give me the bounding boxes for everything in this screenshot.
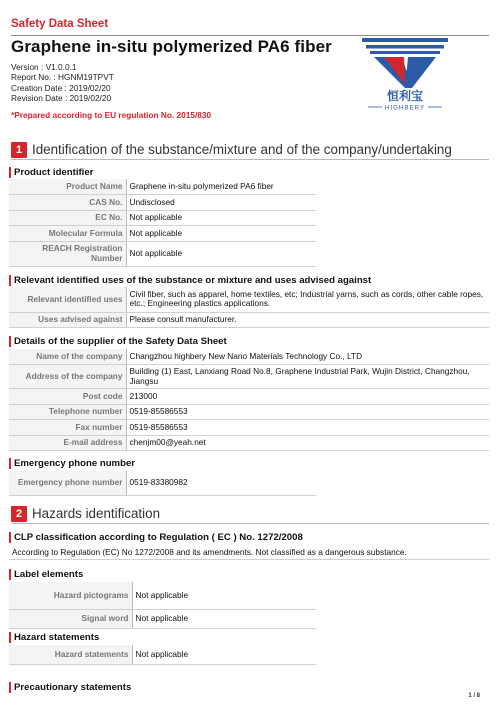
- row-value: Building (1) East, Lanxiang Road No.8, Graphene Industrial Park, Wujin District, Changzhou, Jiangsu: [126, 365, 489, 389]
- table-row: [9, 241, 316, 266]
- svg-text:HIGHBERY: HIGHBERY: [384, 104, 426, 112]
- row-key: EC No.: [9, 210, 126, 226]
- row-value: 0519-85586553: [126, 404, 489, 420]
- clp-classification-text: According to Regulation (EC) No 1272/2008 and its amendments. Not classified as a dangerous substance.: [9, 545, 489, 560]
- row-key: Product Name: [9, 179, 126, 195]
- identified-uses-heading: Relevant identified uses of the substance or mixture and uses advised against: [9, 275, 489, 286]
- table-row: [9, 226, 316, 242]
- supplier-details-heading: Details of the supplier of the Safety Data Sheet: [9, 336, 489, 347]
- table-row: [9, 404, 489, 420]
- table-row: [9, 195, 316, 211]
- identified-uses-table: [9, 287, 489, 328]
- row-key: Address of the company: [9, 365, 126, 389]
- row-key: CAS No.: [9, 195, 126, 211]
- prepared-note: *Prepared according to EU regulation No. 2015/830: [11, 110, 212, 120]
- section-1-title: Identification of the substance/mixture and of the company/undertaking: [32, 142, 452, 157]
- emergency-phone-table: [9, 471, 316, 496]
- label-elements-heading: Label elements: [9, 569, 489, 580]
- row-key: Hazard statements: [9, 645, 132, 664]
- row-value: 0519-83380982: [126, 471, 316, 495]
- row-value: Not applicable: [132, 609, 316, 628]
- section-1-number: 1: [11, 142, 27, 158]
- row-key: Emergency phone number: [9, 471, 126, 495]
- section-2-header: [11, 504, 489, 524]
- page-number: 1 / 8: [468, 693, 480, 699]
- row-key: Uses advised against: [9, 312, 126, 328]
- table-row: [9, 435, 489, 451]
- clp-classification-heading: CLP classification according to Regulation ( EC ) No. 1272/2008: [9, 532, 489, 543]
- product-title: Graphene in-situ polymerized PA6 fiber: [11, 37, 332, 56]
- row-value: Changzhou highbery New Nano Materials Technology Co., LTD: [126, 349, 489, 365]
- table-row: [9, 609, 316, 628]
- row-key: Telephone number: [9, 404, 126, 420]
- document-meta: [11, 62, 114, 104]
- table-row: [9, 471, 316, 495]
- table-row: [9, 210, 316, 226]
- row-key: Signal word: [9, 609, 132, 628]
- table-row: [9, 287, 489, 312]
- version-line: Version : V1.0.0.1: [11, 62, 77, 72]
- table-row: [9, 645, 316, 664]
- hazard-statements-heading: Hazard statements: [9, 632, 489, 643]
- section-2-title: Hazards identification: [32, 506, 161, 521]
- row-value: Civil fiber, such as apparel, home textiles, etc; Industrial yarns, such as cords, other cable ropes, etc.; Engineering plastics applications.: [126, 287, 489, 312]
- row-key: Hazard pictograms: [9, 582, 132, 609]
- row-key: REACH Registration Number: [9, 241, 126, 266]
- table-row: [9, 582, 316, 609]
- creation-date-line: Creation Date : 2019/02/20: [11, 82, 111, 93]
- table-row: [9, 389, 489, 405]
- row-value: Not applicable: [126, 241, 316, 266]
- row-value: Graphene in-situ polymerized PA6 fiber: [126, 179, 316, 195]
- table-row: [9, 312, 489, 328]
- row-value: Please consult manufacturer.: [126, 312, 489, 328]
- row-value: Not applicable: [126, 210, 316, 226]
- svg-text:恒利宝: 恒利宝: [386, 89, 424, 103]
- company-logo: [360, 36, 450, 114]
- report-number-line: Report No. : HGNM19TPVT: [11, 72, 114, 83]
- table-row: [9, 420, 489, 436]
- row-value: Undisclosed: [126, 195, 316, 211]
- revision-date-line: Revision Date : 2019/02/20: [11, 93, 112, 104]
- row-value: 0519-85586553: [126, 420, 489, 436]
- row-value: Not applicable: [132, 645, 316, 664]
- row-key: E-mail address: [9, 435, 126, 451]
- table-row: [9, 349, 489, 365]
- table-row: [9, 179, 316, 195]
- row-key: Relevant identified uses: [9, 287, 126, 312]
- document-type: Safety Data Sheet: [11, 18, 109, 30]
- row-key: Molecular Formula: [9, 226, 126, 242]
- product-identifier-table: [9, 179, 316, 267]
- emergency-phone-heading: Emergency phone number: [9, 458, 489, 469]
- row-value: chenjm00@yeah.net: [126, 435, 489, 451]
- hazard-statements-table: [9, 645, 316, 665]
- row-key: Post code: [9, 389, 126, 405]
- row-value: Not applicable: [126, 226, 316, 242]
- precautionary-statements-heading: Precautionary statements: [9, 682, 489, 693]
- table-row: [9, 365, 489, 389]
- row-key: Name of the company: [9, 349, 126, 365]
- row-value: Not applicable: [132, 582, 316, 609]
- label-elements-table: [9, 582, 316, 629]
- supplier-details-table: [9, 349, 489, 451]
- row-value: 213000: [126, 389, 489, 405]
- section-1-header: [11, 140, 489, 160]
- row-key: Fax number: [9, 420, 126, 436]
- product-identifier-heading: Product identifier: [9, 167, 489, 178]
- section-2-number: 2: [11, 506, 27, 522]
